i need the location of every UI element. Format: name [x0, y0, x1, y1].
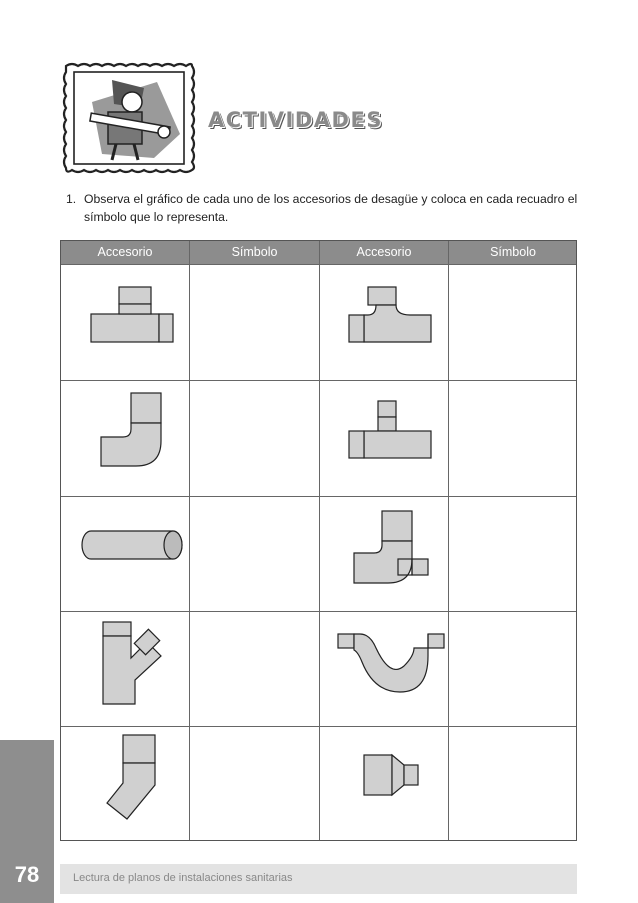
fittings-table — [60, 240, 577, 841]
header-simbolo-2: Símbolo — [490, 245, 536, 259]
p-trap-fitting-icon — [320, 612, 448, 726]
symbol-answer-box[interactable] — [190, 265, 319, 380]
instruction — [66, 190, 586, 226]
symbol-answer-box[interactable] — [449, 497, 577, 611]
wye-fitting-icon — [61, 612, 189, 726]
elbow-90-fitting-icon — [61, 381, 189, 496]
tee-fitting-icon — [61, 265, 189, 380]
reducing-tee-fitting-icon — [320, 381, 448, 496]
header-accesorio-1: Accesorio — [97, 245, 153, 259]
section-title: ACTIVIDADES — [208, 108, 383, 132]
instruction-text: Observa el gráfico de cada uno de los accesorios de desagüe y coloca en cada recuadro el símbolo que lo representa. — [84, 192, 578, 224]
header-accesorio-2: Accesorio — [356, 245, 412, 259]
elbow-45-fitting-icon — [61, 727, 189, 841]
worker-with-wrench-stamp-icon — [62, 62, 196, 174]
symbol-answer-box[interactable] — [449, 612, 577, 726]
symbol-answer-box[interactable] — [190, 612, 319, 726]
footer-text: Lectura de planos de instalaciones sanitarias — [73, 872, 293, 884]
sanitary-tee-fitting-icon — [320, 265, 448, 380]
page-number: 78 — [14, 862, 40, 887]
reducer-fitting-icon — [320, 727, 448, 841]
symbol-answer-box[interactable] — [449, 727, 577, 841]
symbol-answer-box[interactable] — [190, 497, 319, 611]
symbol-answer-box[interactable] — [449, 265, 577, 380]
pipe-cylinder-icon — [61, 497, 189, 611]
symbol-answer-box[interactable] — [190, 727, 319, 841]
symbol-answer-box[interactable] — [449, 381, 577, 496]
instruction-number: 1. — [66, 192, 77, 206]
footer-bar — [60, 864, 577, 894]
header-simbolo-1: Símbolo — [231, 245, 278, 259]
elbow-with-side-inlet-icon — [320, 497, 448, 611]
symbol-answer-box[interactable] — [190, 381, 319, 496]
